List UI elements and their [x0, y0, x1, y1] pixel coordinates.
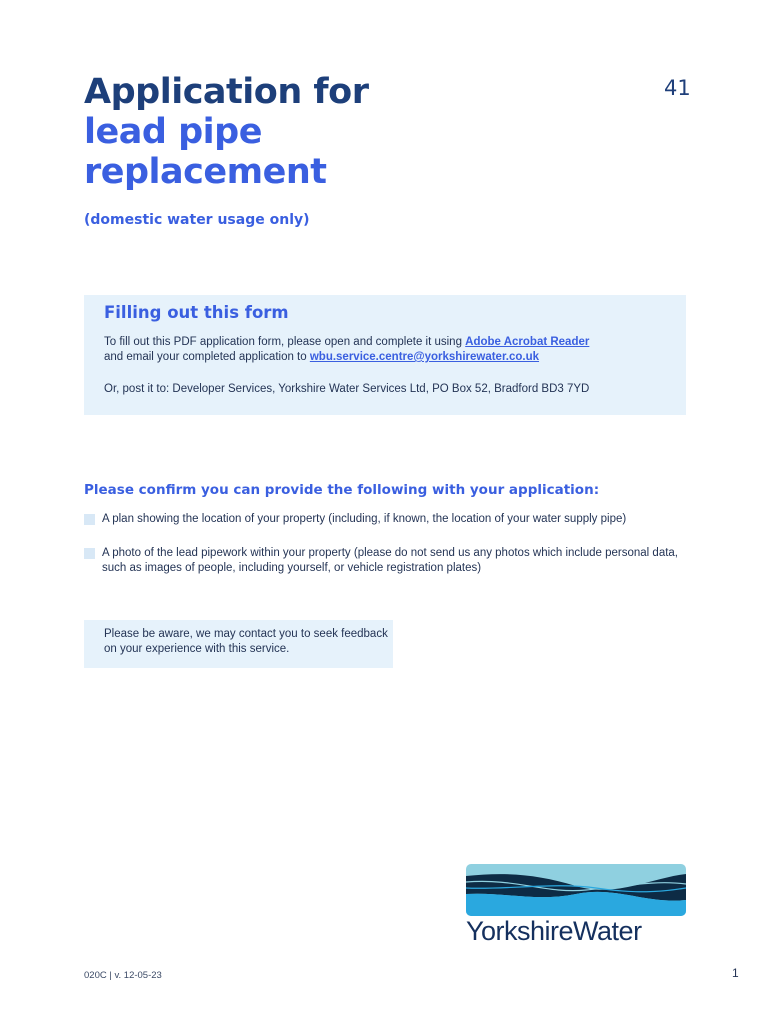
title-line-2: lead pipe: [84, 112, 262, 152]
footer-version-code: 020C | v. 12-05-23: [84, 970, 162, 981]
page-title: [84, 72, 368, 192]
info-box-heading: Filling out this form: [104, 303, 289, 322]
page-number: 1: [732, 966, 739, 980]
logo-wordmark: YorkshireWater: [466, 916, 642, 946]
form-number: 41: [664, 76, 691, 100]
checkbox-photo[interactable]: [84, 548, 95, 559]
checklist-item-label: A plan showing the location of your property (including, if known, the location of your water supply pipe): [102, 513, 627, 525]
checklist-item-label: A photo of the lead pipework within your property (please do not send us any photos which include personal data, such as images of people, including yourself, or vehicle registration plates): [102, 547, 679, 574]
checkbox-plan[interactable]: [84, 514, 95, 525]
page-subtitle: (domestic water usage only): [84, 212, 310, 228]
email-link[interactable]: wbu.service.centre@yorkshirewater.co.uk: [309, 351, 540, 363]
feedback-notice-text: Please be aware, we may contact you to seek feedback on your experience with this service.: [104, 628, 388, 655]
instructions-text-2: and email your completed application to: [104, 351, 310, 363]
feedback-notice-box: [84, 620, 393, 668]
adobe-reader-link[interactable]: Adobe Acrobat Reader: [465, 336, 590, 348]
filling-out-info-box: [84, 295, 686, 415]
instructions-text-1: To fill out this PDF application form, please open and complete it using: [104, 336, 466, 348]
yorkshire-water-logo: [466, 864, 686, 948]
info-box-instructions: [104, 335, 684, 365]
title-line-1: Application for: [84, 72, 369, 112]
logo-wave-icon: [466, 864, 686, 916]
title-line-3: replacement: [84, 152, 327, 192]
postal-address-text: Or, post it to: Developer Services, Yorkshire Water Services Ltd, PO Box 52, Bradford BD3 7YD: [104, 383, 590, 395]
checklist-heading: Please confirm you can provide the following with your application:: [84, 482, 600, 498]
